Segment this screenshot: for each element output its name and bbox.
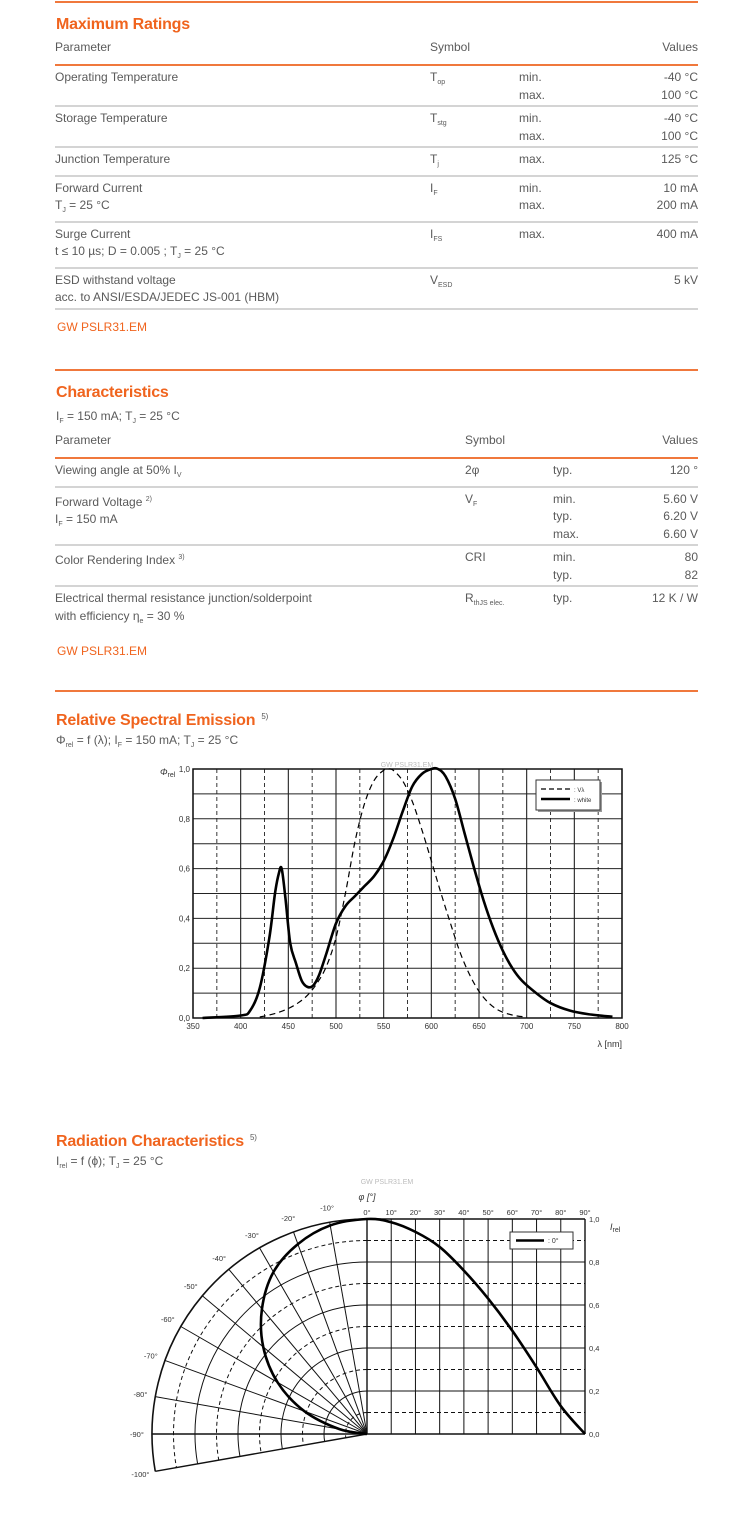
text-segment: = f (ϕ); T bbox=[67, 1154, 116, 1168]
condition-value: typ. bbox=[553, 463, 573, 477]
condition-cell bbox=[519, 226, 657, 266]
x-tick-label: 350 bbox=[186, 1022, 200, 1031]
section-divider bbox=[55, 1, 698, 3]
condition-value: min. bbox=[519, 180, 542, 195]
table-row bbox=[55, 107, 698, 148]
header-values: Values bbox=[662, 40, 698, 54]
table-row bbox=[55, 177, 698, 223]
symbol-cell bbox=[465, 549, 553, 584]
x-tick-label: 700 bbox=[519, 1022, 534, 1031]
x-tick-label: 800 bbox=[615, 1022, 629, 1031]
symbol-cell bbox=[430, 110, 519, 145]
values-cell bbox=[661, 151, 698, 174]
parameter-line bbox=[55, 549, 465, 570]
parameter-line bbox=[55, 110, 430, 128]
angle-tick-label: 50° bbox=[482, 1208, 494, 1217]
polar-tick-label: -100° bbox=[131, 1469, 150, 1479]
symbol-cell bbox=[465, 462, 553, 485]
series-v-lambda bbox=[260, 769, 527, 1017]
polar-tick-label: -90° bbox=[130, 1430, 144, 1439]
footnote-ref: 5) bbox=[261, 712, 269, 721]
y-tick-label: 0,6 bbox=[589, 1301, 600, 1310]
value: 400 mA bbox=[656, 226, 698, 241]
text-segment: = 150 mA; T bbox=[63, 409, 133, 423]
y-axis-label bbox=[160, 767, 176, 779]
values-cell bbox=[657, 180, 698, 220]
parameter-cell bbox=[55, 272, 430, 307]
condition-value: max. bbox=[519, 152, 546, 166]
x-axis-label: φ [°] bbox=[358, 1192, 376, 1202]
symbol-cell bbox=[430, 180, 519, 220]
parameter-line bbox=[55, 69, 430, 87]
subscript: FS bbox=[433, 235, 443, 243]
polar-tick-label: -20° bbox=[281, 1213, 296, 1223]
angle-tick-label: 20° bbox=[409, 1208, 422, 1217]
parameter-cell bbox=[55, 549, 465, 584]
subscript: J bbox=[177, 253, 181, 260]
text-segment: Forward Voltage bbox=[55, 494, 146, 509]
characteristics-table bbox=[55, 459, 698, 631]
condition-value: max. bbox=[519, 87, 546, 102]
subscript: e bbox=[139, 617, 144, 625]
symbol-cell bbox=[430, 151, 519, 174]
parameter-cell bbox=[55, 180, 430, 220]
radiation-title bbox=[56, 1129, 257, 1151]
part-number: GW PSLR31.EM bbox=[57, 644, 148, 658]
text-segment: I bbox=[56, 1154, 60, 1168]
subscript: ESD bbox=[438, 281, 453, 289]
subscript: F bbox=[58, 521, 63, 528]
x-tick-label: 650 bbox=[472, 1022, 486, 1031]
text-segment: = 25 °C bbox=[194, 733, 239, 747]
condition-value: min. bbox=[553, 550, 576, 564]
text-segment: I bbox=[56, 409, 60, 423]
characteristics-condition bbox=[56, 409, 180, 429]
y-tick-label: 0,2 bbox=[178, 964, 190, 974]
text-segment: = 150 mA; T bbox=[121, 733, 191, 747]
angle-tick-label: 40° bbox=[458, 1208, 470, 1217]
y-tick-label: 0,4 bbox=[589, 1344, 600, 1353]
y-axis-label-main: Φ bbox=[160, 767, 168, 777]
parameter-line bbox=[55, 197, 430, 220]
polar-tick-label: -30° bbox=[245, 1230, 259, 1240]
angle-tick-label: 70° bbox=[530, 1208, 543, 1217]
condition-value: max. bbox=[519, 226, 546, 241]
subscript: j bbox=[437, 161, 439, 168]
text-segment: Storage Temperature bbox=[55, 111, 168, 125]
parameter-cell bbox=[55, 491, 465, 544]
value: 82 bbox=[684, 567, 698, 582]
text-segment: I bbox=[430, 226, 434, 241]
polar-tick-label: -70° bbox=[143, 1351, 158, 1361]
section-divider bbox=[55, 369, 698, 371]
radiation-chart bbox=[100, 1170, 620, 1490]
polar-tick-label: -40° bbox=[212, 1253, 227, 1263]
text-segment: Junction Temperature bbox=[55, 152, 171, 166]
value: 5 kV bbox=[673, 272, 698, 287]
y-tick-label: 0,8 bbox=[178, 814, 190, 824]
text-segment: V bbox=[465, 491, 474, 506]
angle-tick-label: 0° bbox=[363, 1208, 371, 1217]
text-segment: T bbox=[430, 111, 438, 125]
symbol-cell bbox=[465, 590, 553, 630]
table-row bbox=[55, 488, 698, 547]
x-tick-label: 550 bbox=[376, 1022, 391, 1031]
condition-cell bbox=[553, 491, 663, 544]
subscript: F bbox=[473, 500, 478, 508]
condition-cell bbox=[519, 180, 657, 220]
condition-cell bbox=[553, 549, 685, 584]
parameter-line bbox=[55, 243, 430, 266]
condition-value: max. bbox=[553, 526, 580, 541]
part-number: GW PSLR31.EM bbox=[57, 320, 148, 334]
legend-label: : 0° bbox=[548, 1238, 559, 1245]
y-tick-label: 1,0 bbox=[589, 1215, 600, 1224]
values-cell bbox=[657, 226, 698, 266]
values-cell bbox=[670, 462, 698, 485]
subscript: J bbox=[190, 742, 195, 749]
parameter-cell bbox=[55, 590, 465, 630]
parameter-cell bbox=[55, 151, 430, 174]
parameter-cell bbox=[55, 110, 430, 145]
condition-value: min. bbox=[553, 491, 576, 506]
angle-tick-label: 30° bbox=[433, 1208, 446, 1217]
x-tick-label: 400 bbox=[233, 1022, 248, 1031]
angle-tick-label: 80° bbox=[555, 1208, 567, 1217]
parameter-line bbox=[55, 180, 430, 198]
condition-value: max. bbox=[519, 198, 546, 212]
symbol-cell bbox=[430, 226, 519, 266]
header-parameter: Parameter bbox=[55, 433, 112, 447]
legend-box bbox=[536, 780, 600, 810]
text-segment: = 25 °C bbox=[65, 198, 110, 212]
text-segment: I bbox=[55, 512, 59, 526]
angle-tick-label: 90° bbox=[579, 1208, 591, 1217]
x-tick-label: 450 bbox=[281, 1022, 296, 1031]
values-cell bbox=[652, 590, 698, 630]
text-segment: Viewing angle at 50% I bbox=[55, 463, 177, 477]
subscript: rel bbox=[59, 1163, 68, 1170]
watermark: GW PSLR31.EM bbox=[360, 1179, 414, 1186]
text-segment: ESD withstand voltage bbox=[55, 272, 176, 287]
symbol-cell bbox=[465, 491, 553, 544]
characteristics-title: Characteristics bbox=[56, 384, 169, 401]
text-segment: Forward Current bbox=[55, 180, 143, 195]
spectral-title-text: Relative Spectral Emission bbox=[56, 712, 256, 729]
condition-value: min. bbox=[519, 70, 542, 84]
x-axis-label: λ [nm] bbox=[597, 1039, 622, 1049]
condition-value: max. bbox=[519, 128, 546, 143]
parameter-line bbox=[55, 491, 465, 512]
value: 10 mA bbox=[663, 180, 698, 195]
x-tick-label: 500 bbox=[329, 1022, 343, 1031]
symbol-cell bbox=[430, 272, 519, 307]
condition-cell bbox=[553, 462, 670, 485]
text-segment: = 30 % bbox=[143, 608, 185, 623]
condition-cell bbox=[519, 110, 661, 145]
parameter-cell bbox=[55, 69, 430, 104]
text-segment: = 25 °C bbox=[180, 244, 225, 258]
text-segment: acc. to ANSI/ESDA/JEDEC JS-001 (HBM) bbox=[55, 290, 280, 304]
parameter-line bbox=[55, 151, 430, 169]
text-segment: t ≤ 10 µs; D = 0.005 ; T bbox=[55, 244, 178, 258]
subscript: F bbox=[433, 189, 438, 197]
y-tick-label: 0,4 bbox=[178, 914, 190, 924]
table-row bbox=[55, 587, 698, 631]
value: 100 °C bbox=[661, 128, 698, 143]
polar-radial-line bbox=[155, 1434, 367, 1471]
parameter-line bbox=[55, 511, 465, 534]
text-segment: = 150 mA bbox=[62, 512, 118, 526]
condition-cell bbox=[519, 69, 661, 104]
text-segment: I bbox=[430, 180, 434, 195]
condition-cell bbox=[519, 272, 674, 307]
header-symbol: Symbol bbox=[465, 433, 506, 447]
footnote-ref: 5) bbox=[249, 1133, 257, 1142]
header-symbol: Symbol bbox=[430, 40, 471, 54]
footnote-ref: 3) bbox=[178, 554, 185, 561]
parameter-cell bbox=[55, 226, 430, 266]
x-tick-label: 750 bbox=[567, 1022, 582, 1031]
y-tick-label: 1,0 bbox=[178, 765, 190, 774]
subscript: op bbox=[437, 79, 446, 86]
y-tick-label: 0,0 bbox=[589, 1430, 600, 1439]
value: 5.60 V bbox=[663, 491, 698, 506]
max-ratings-table bbox=[55, 66, 698, 310]
radiation-title-text: Radiation Characteristics bbox=[56, 1133, 244, 1150]
text-segment: R bbox=[465, 591, 474, 605]
text-segment: Operating Temperature bbox=[55, 70, 179, 84]
legend-label: : white bbox=[574, 798, 592, 804]
condition-value: typ. bbox=[553, 509, 573, 523]
text-segment: Surge Current bbox=[55, 226, 131, 241]
table-row bbox=[55, 66, 698, 107]
subscript: J bbox=[132, 418, 136, 425]
values-cell bbox=[685, 549, 698, 584]
value: -40 °C bbox=[663, 111, 698, 125]
y-axis-label-sub: rel bbox=[167, 772, 176, 779]
symbol-cell bbox=[430, 69, 519, 104]
subscript: V bbox=[176, 472, 182, 479]
value: -40 °C bbox=[663, 70, 698, 84]
value: 6.20 V bbox=[663, 509, 698, 523]
values-cell bbox=[661, 110, 698, 145]
parameter-line bbox=[55, 590, 465, 608]
polar-tick-label: -60° bbox=[160, 1314, 175, 1324]
subscript: J bbox=[115, 1163, 120, 1170]
y-tick-label: 0,8 bbox=[589, 1258, 600, 1267]
polar-tick-label: -80° bbox=[133, 1390, 148, 1400]
subscript: stg bbox=[437, 120, 447, 127]
value: 100 °C bbox=[661, 87, 698, 102]
text-segment: = 25 °C bbox=[135, 409, 180, 423]
text-segment: 2φ bbox=[465, 463, 480, 477]
parameter-cell bbox=[55, 462, 465, 485]
y-axis-label-main: I bbox=[610, 1222, 613, 1232]
values-cell bbox=[663, 491, 698, 544]
condition-value: min. bbox=[519, 111, 542, 125]
section-divider bbox=[55, 690, 698, 692]
text-segment: = 25 °C bbox=[119, 1154, 164, 1168]
condition-cell bbox=[553, 590, 652, 630]
subscript: thJS elec. bbox=[473, 600, 505, 607]
table-row bbox=[55, 269, 698, 310]
footnote-ref: 2) bbox=[145, 495, 152, 503]
text-segment: with efficiency η bbox=[55, 608, 140, 623]
condition-value: typ. bbox=[553, 591, 573, 605]
text-segment: = f (λ); I bbox=[73, 733, 118, 747]
text-segment: T bbox=[55, 198, 63, 212]
y-axis-label bbox=[610, 1222, 620, 1234]
condition-cell bbox=[519, 151, 661, 174]
table-row bbox=[55, 148, 698, 177]
values-cell bbox=[661, 69, 698, 104]
table-row bbox=[55, 459, 698, 488]
subscript: F bbox=[117, 742, 122, 749]
watermark: GW PSLR31.EM bbox=[380, 762, 434, 769]
condition-value: typ. bbox=[553, 567, 573, 582]
legend-label: : Vλ bbox=[574, 788, 585, 794]
spectral-condition bbox=[56, 733, 238, 753]
parameter-line bbox=[55, 226, 430, 244]
text-segment: Color Rendering Index bbox=[55, 553, 179, 567]
subscript: rel bbox=[65, 742, 74, 749]
value: 200 mA bbox=[656, 198, 698, 212]
table-row bbox=[55, 546, 698, 587]
spectral-emission-chart bbox=[150, 755, 630, 1065]
angle-tick-label: 10° bbox=[385, 1208, 397, 1217]
subscript: F bbox=[59, 418, 64, 425]
max-ratings-title: Maximum Ratings bbox=[56, 16, 190, 33]
angle-tick-label: 60° bbox=[506, 1208, 519, 1217]
value: 120 ° bbox=[669, 463, 698, 477]
spectral-title bbox=[56, 708, 268, 730]
value: 125 °C bbox=[661, 152, 698, 166]
text-segment: CRI bbox=[465, 550, 486, 564]
header-values: Values bbox=[662, 433, 698, 447]
polar-tick-label: -50° bbox=[183, 1282, 198, 1292]
x-tick-label: 600 bbox=[424, 1022, 439, 1031]
text-segment: T bbox=[430, 70, 438, 84]
y-tick-label: 0,2 bbox=[589, 1387, 600, 1396]
parameter-line bbox=[55, 608, 465, 631]
text-segment: V bbox=[430, 272, 439, 287]
header-parameter: Parameter bbox=[55, 40, 112, 54]
table-row bbox=[55, 223, 698, 269]
parameter-line bbox=[55, 272, 430, 290]
text-segment: T bbox=[430, 152, 438, 166]
parameter-line bbox=[55, 289, 430, 307]
subscript: J bbox=[62, 207, 66, 214]
polar-tick-label: -10° bbox=[320, 1203, 334, 1213]
value: 6.60 V bbox=[663, 526, 698, 541]
y-tick-label: 0,0 bbox=[178, 1014, 190, 1023]
text-segment: Φ bbox=[56, 733, 66, 747]
y-tick-label: 0,6 bbox=[178, 864, 190, 874]
y-axis-label-sub: rel bbox=[612, 1227, 620, 1234]
text-segment: Electrical thermal resistance junction/solderpoint bbox=[55, 591, 312, 605]
value: 12 K / W bbox=[651, 591, 698, 605]
values-cell bbox=[674, 272, 698, 307]
parameter-line bbox=[55, 462, 465, 485]
value: 80 bbox=[684, 550, 698, 564]
